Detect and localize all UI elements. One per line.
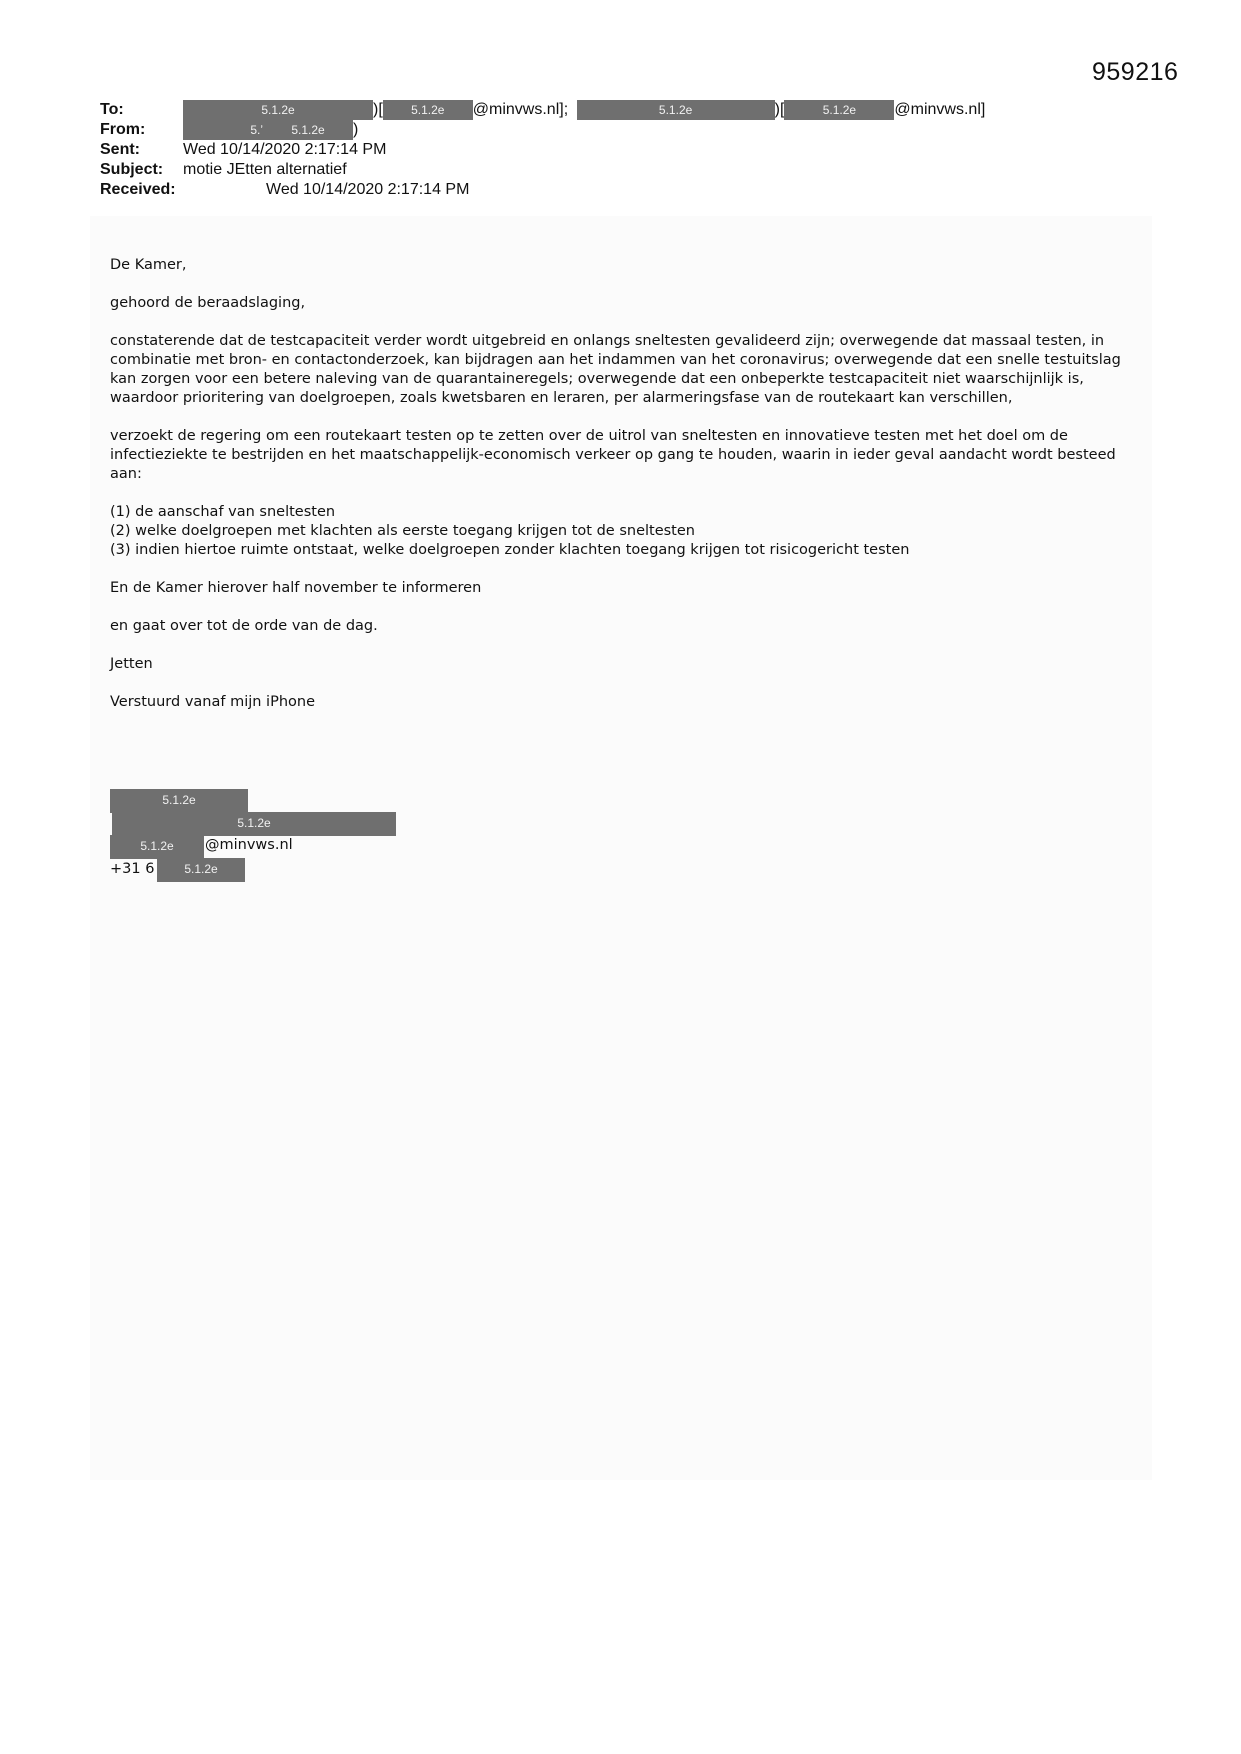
subject-label: Subject:	[100, 161, 164, 178]
from-value	[183, 120, 358, 140]
body-paragraph: gehoord de beraadslaging,	[110, 295, 306, 311]
redaction-block: 5.1.2e	[263, 120, 353, 140]
redaction-block: 5.1.2e	[183, 100, 373, 120]
received-value: Wed 10/14/2020 2:17:14 PM	[266, 181, 470, 198]
redaction-block: 5.ʼ	[183, 120, 263, 140]
signature-name: Jetten	[110, 656, 153, 672]
body-paragraph: en gaat over tot de orde van de dag.	[110, 618, 378, 634]
body-list	[110, 503, 1130, 560]
redaction-block: 5.1.2e	[110, 789, 248, 813]
signature-phone-prefix: +31 6	[110, 861, 155, 877]
redaction-block: 5.1.2e	[577, 100, 775, 120]
list-item: (2) welke doelgroepen met klachten als eerste toegang krijgen tot de sneltesten	[110, 523, 695, 539]
body-paragraph: constaterende dat de testcapaciteit verder wordt uitgebreid en onlangs sneltesten gevalideerd zijn; overwegende dat massaal testen, in combinatie met bron- en contactonderzoek, kan bijdragen aan het indammen van het coronavirus; overwegende dat een snelle testuitslag kan zorgen voor een betere naleving van de quarantaineregels; overwegende dat een onbeperkte testcapaciteit niet waarschijnlijk is, waardoor prioritering van doelgroepen, zoals kwetsbaren en leraren, per alarmeringsfase van de routekaart kan verschillen,	[110, 333, 1121, 406]
sent-label: Sent:	[100, 141, 140, 158]
document-number: 959216	[1092, 58, 1179, 86]
body-paragraph: En de Kamer hierover half november te informeren	[110, 580, 482, 596]
email-domain: @minvws.nl]	[894, 101, 986, 118]
sent-value: Wed 10/14/2020 2:17:14 PM	[183, 141, 387, 158]
salutation: De Kamer,	[110, 257, 187, 273]
list-item: (3) indien hiertoe ruimte ontstaat, welke doelgroepen zonder klachten toegang krijgen tot risicogericht testen	[110, 542, 910, 558]
message-body	[110, 256, 1130, 731]
to-value	[183, 100, 985, 120]
separator: )[	[774, 101, 785, 118]
redaction-block: 5.1.2e	[157, 858, 245, 882]
from-label: From:	[100, 121, 146, 138]
to-label: To:	[100, 101, 124, 118]
received-label: Received:	[100, 181, 176, 198]
redaction-block: 5.1.2e	[383, 100, 473, 120]
separator: )[	[373, 101, 383, 118]
list-item: (1) de aanschaf van sneltesten	[110, 504, 336, 520]
email-domain: @minvws.nl];	[472, 101, 569, 118]
redaction-block: 5.1.2e	[112, 812, 396, 836]
redaction-block: 5.1.2e	[110, 835, 204, 859]
body-paragraph: verzoekt de regering om een routekaart testen op te zetten over de uitrol van sneltesten en innovatieve testen met het doel om de infectieziekte te bestrijden en het maatschappelijk-economisch verkeer op gang te houden, waarin in ieder geval aandacht wordt besteed aan:	[110, 428, 1116, 482]
mobile-signature: Verstuurd vanaf mijn iPhone	[110, 694, 315, 710]
subject-value: motie JEtten alternatief	[183, 161, 347, 178]
redaction-block: 5.1.2e	[784, 100, 894, 120]
separator: )	[353, 121, 359, 138]
signature-email: @minvws.nl	[205, 837, 293, 853]
